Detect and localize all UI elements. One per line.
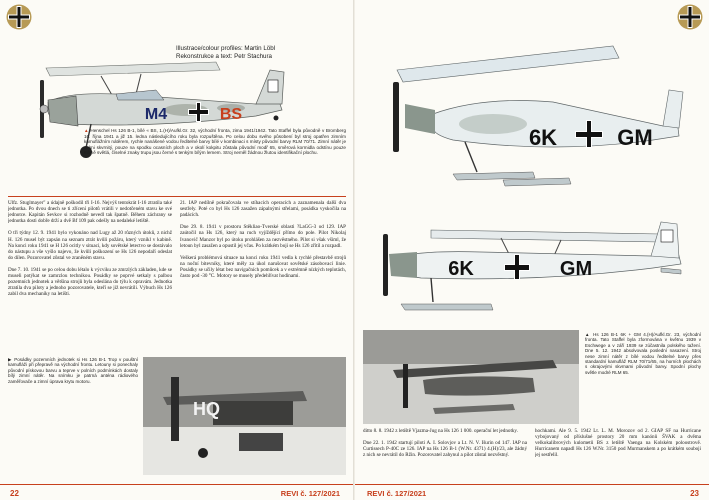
mid-plane-code-right: GM	[559, 258, 593, 280]
article-column-1: Ulfz. Stuglmayer" a údajně poškodil tři I-16. Nejvýš tentokrát I-16 ztratila také jednotka. Po dvou dnech se ti zřícení pilotů vrátili v nedotčeném stavu ke své jednotce. Kapitán Sevkov si rozhodně nevedl tak špatně. Během záchrany se jednotka dosti dobře drží a dvě Bf 109 pak odešly na nedaleké letiště. O tři týdny 12. 9. 1941 bylo vykonáno nad Lugy až 20 různých útoků, z nichž H. 126 musel být zapsán na seznam ztrát kvůli požáru, který vznikl v kabině. Na konci roku 1941 se H 126 ocitly v situaci, kdy sovětské letectvo se dostávalo do nástupu a vše vyšlo najevo, že kvůli poškození se Hs 126 nepodaří odeslat do dílen. Pozorovatel zůstal ve zraněném stavu. Dne 7. 10. 1941 se po celou dobu létalo k výcviku ze zmrzlých základen, kde se museli potýkat se zamrzlou technikou. Posádky se poprvé setkaly s palbou pozemních jednotek a většina strojů byla odeslána do týlu k opravám. Jednotka ztratila dva piloty a jednoho pozorovatele, kteří se již nevrátili. Výbuch Hs 126 zabil dva mechaniky na letišti.	[8, 200, 172, 298]
magazine-issue: REVI č. 127/2021	[280, 489, 340, 498]
right-page-footer	[355, 484, 709, 500]
fuselage-code-left: M4	[144, 106, 168, 123]
hs126-ski-top-illustration	[373, 22, 693, 192]
fuselage-code-right: BS	[219, 106, 243, 123]
left-page-footer	[0, 484, 354, 500]
section-divider	[8, 196, 346, 197]
top-plane-code-right: GM	[617, 125, 653, 150]
magazine-issue: REVI č. 127/2021	[367, 489, 427, 498]
right-article-column-1: ditto 8. 8. 1942 z letiště Vjazma-Jug na Hs 126 1 000. operační let jednotky. Dne 22. 1. 1942 startují piloti A. I. Solovjov a Lt. N. V. Išurin od 147. IAP na Curtissech P-40C ze 126. IAP na Hs 126 B-1 (W.Nr. 4371) 4.(H)/23, ale žádný z nich se nevrátil do Ržin. Pozorovatel zahynul a pilot zůstal nezvěstný.	[363, 428, 527, 459]
profile-caption: ▲ Henschel Hs 126 B-1, bílé « BS, 1.(H)/Aufkl.Gr. 32, východní fronta, zima 1941/1942. Tato Staffel byla původně v Bromberg 16. října 1941 a již 15. ledna následujícího roku byla rozpuštěna. Po celou dobu svého působení byl stroj opatřen zimním kamuflážním nátěrem, rychle nanášené vodou ředitelné barvy bílé v kombinaci s místy původní barvy RLM 70/71. Zimní nátěr je velmi skvrnitý, pouze na spodku ocasních ploch a v okolí kokpitu zůstala původní modř 65, směrová kormidla odstínu pouze mírně světlá, číselné znaky trupu jsou černé s tenkým bílým lemem. Stroj neměl žádnou žlutou identifikační plochu.	[84, 128, 347, 156]
article-column-2: 21. IAP nedílně pokračovala ve stíhacích operacích a zaznamenala další dva sestřely. Poté co byl Hs 126 zasažen zápalnými střelami, posádka vyskočila na padácích. Dne 29. 8. 1941 v prostoru Stěkliao-Tverské oblasti ?LaGG-3 od 129. IAP zaútočil na Hs 126, který na ruch vyjíždějící přímo do pole. Pilot Nikolaj Ivanovič Manzor byl po útoku prohlášen za nezvěstného. Pilot si však všiml, že letoun byl zasažen a opustil jej včas. Po krátkém boji se Hs 126 zřítil a rozpadl. Veškerá problémová situace na konci roku 1941 vedla k rychlé přestavbě strojů na noční bitevníky, které měly za úkol narušovat sovětské zásobovací linie. Posádky se učily létat bez navigačních pomůcek a v extrémně nízkých teplotách, často pod -30 °C. Motory se musely předehřívat hodinami.	[180, 200, 346, 280]
photo-aircraft-code: HQ	[193, 399, 220, 419]
page-number: 22	[10, 489, 19, 498]
left-page	[0, 0, 354, 500]
page-number: 23	[690, 489, 699, 498]
balkenkreuz-emblem-icon	[6, 4, 32, 30]
top-plane-code-left: 6K	[528, 125, 558, 150]
bw-photo-aircraft-on-snow	[143, 357, 346, 475]
hs126-ski-profile-illustration	[361, 198, 701, 328]
right-article-column-2: hochkami. Ale 9. 5. 1942 Lt. L. M. Morozov od 2. GIAP SF na Hurricane vybojovaný od příslušné prostory 20 mm kanónů ŠVAK a dvěma velkokalibrových kulometů BS z letiště Vaenga na Kolském poloostrově. Hurricanem napadl Hs 126 W.Nr. 3150 pod Murmanskem a po krátkém souboji jej sestřelil.	[535, 428, 701, 459]
right-illustration-caption: ▲ Hs 126 B-1 6K + GM 4.(H)/Aufkl.Gr. 23, východní fronta. Tato Staffel byla zformována v květnu 1939 v Eschwege a v září 1939 se zúčastnila polského tažení. Dne 5. 12. 1942 absolvovala poslední nasazení. Stroj nese zimní nátěr z bílé vodou ředitelné barvy přes standardní kamufláž RLM 70/71/65, na horních plochách s okrajovými skvrnami původní barvy. Spodní plochy světle modré RLM 65.	[585, 332, 701, 375]
credits-illustrator: Illustrace/colour profiles: Martin Löbl	[176, 45, 276, 52]
mid-plane-code-left: 6K	[448, 258, 474, 280]
credits-text-author: Rekonstrukce a text: Petr Stachura	[176, 52, 272, 60]
photo-caption: ▶ Posádky pozemních jednotek si Hs 126 B-1 Trop v pouštní kamufláži při přepravě na východní frontu. Letouny si ponechaly původní pískovou barvu a teprve v polních podmínkách dostaly bílý zimní nátěr. Na snímku je patrná anténa rádiového zaměřovače a zimní úprava krytu motoru.	[8, 357, 138, 384]
bw-photo-aircraft-skis	[363, 330, 579, 424]
right-page	[355, 0, 709, 500]
